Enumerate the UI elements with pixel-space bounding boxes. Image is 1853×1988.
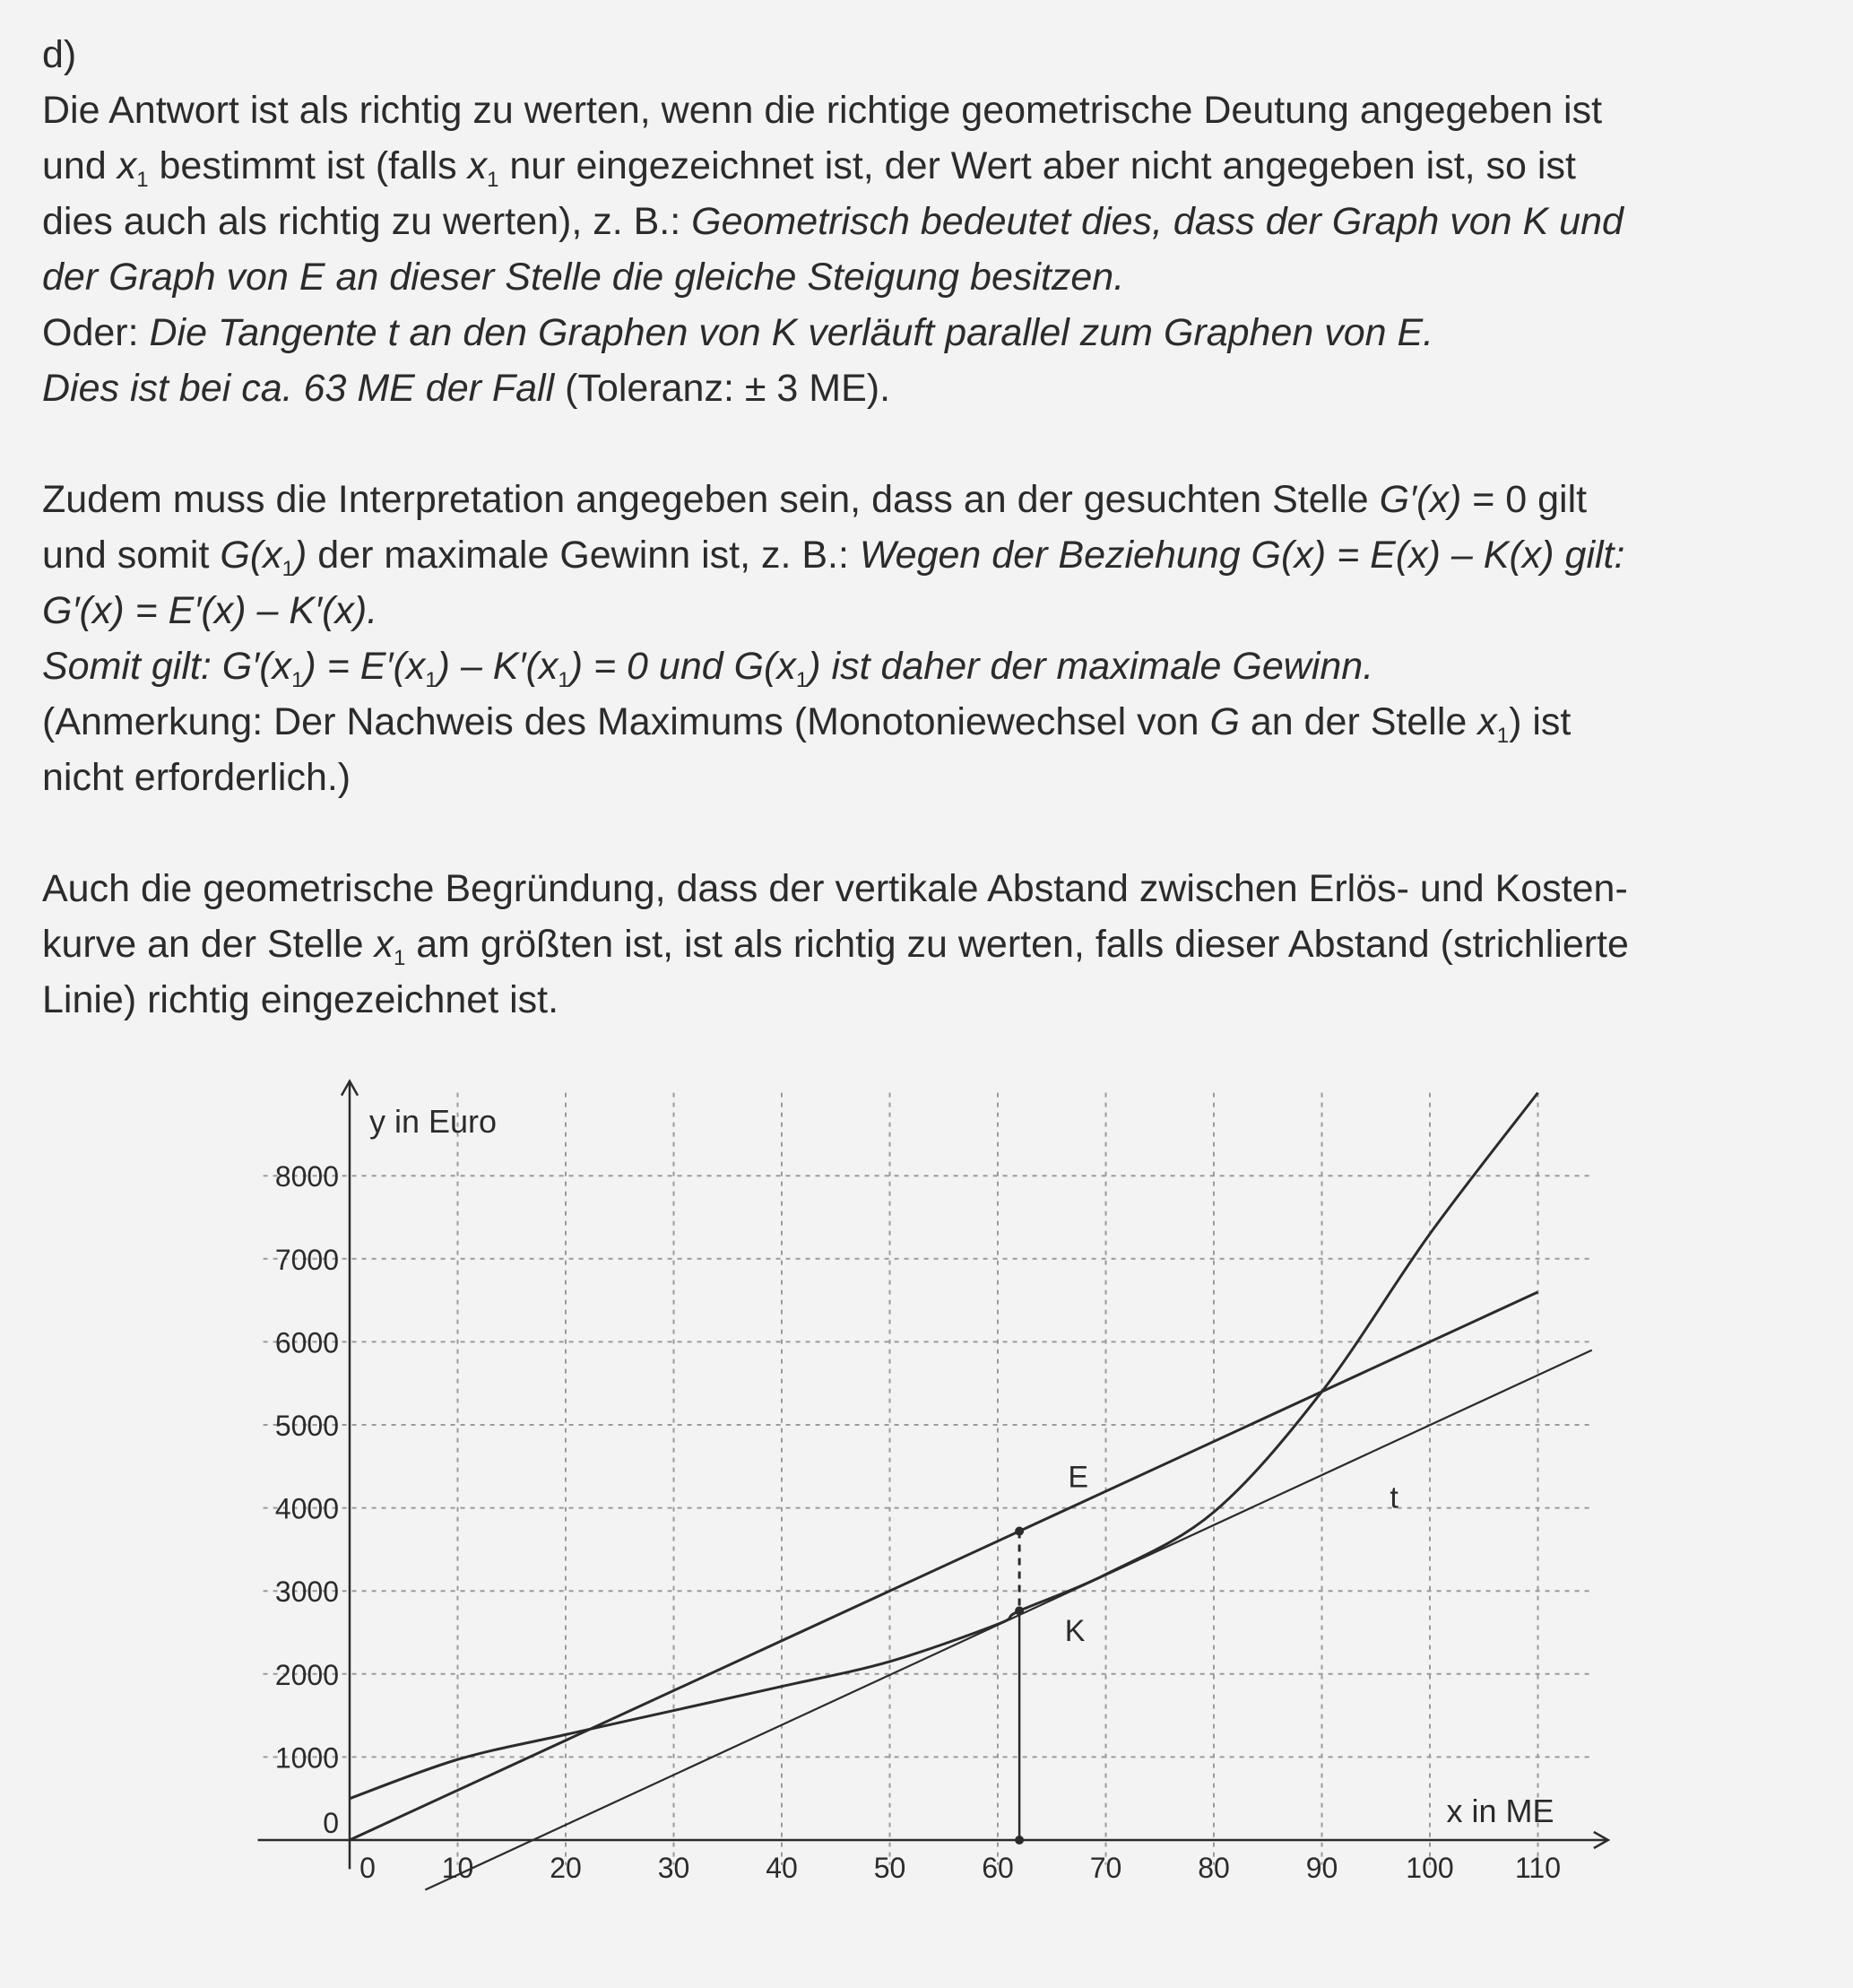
- y-tick-label-1000: 1000: [274, 1741, 339, 1775]
- paragraph-1-line-2: und $x_1$ bestimmt ist (falls $x_1$ nur eingezeichnet ist, der Wert aber nicht angegeben ist, so ist: [42, 144, 1576, 192]
- y-tick-label-8000: 8000: [274, 1160, 339, 1194]
- paragraph-2-line-2: und somit $G(x_1)$ der maximale Gewinn ist, z. B.: Wegen der Beziehung G(x) = E(x) – K(x) gilt:: [42, 534, 1625, 581]
- paragraph-3-line-2: kurve an der Stelle $x_1$ am größten ist, ist als richtig zu werten, falls dieser Abstand (strichlierte: [42, 923, 1629, 970]
- x-tick-label-100: 100: [1406, 1852, 1454, 1884]
- paragraph-2-line-5: (Anmerkung: Der Nachweis des Maximums (Monotoniewechsel von G an der Stelle $x_1$) ist: [42, 700, 1572, 748]
- paragraph-3-line-3: Linie) richtig eingezeichnet ist.: [42, 978, 559, 1021]
- point-x1-axis: [1015, 1836, 1024, 1845]
- paragraph-3-line-1: Auch die geometrische Begründung, dass der vertikale Abstand zwischen Erlös- und Kosten-: [42, 867, 1628, 910]
- paragraph-2-line-3: G′(x) = E′(x) – K′(x).: [42, 589, 378, 632]
- paragraph-1-line-5: Oder: Die Tangente t an den Graphen von K verläuft parallel zum Graphen von E.: [42, 311, 1434, 354]
- y-tick-label-4000: 4000: [274, 1492, 339, 1525]
- x-tick-label-30: 30: [657, 1852, 690, 1884]
- point-E-x1: [1015, 1527, 1024, 1536]
- x-tick-label-110: 110: [1514, 1852, 1562, 1884]
- y-tick-label-7000: 7000: [274, 1243, 339, 1276]
- x-tick-label-80: 80: [1198, 1852, 1230, 1884]
- x-tick-label-40: 40: [766, 1852, 798, 1884]
- paragraph-2-line-6: nicht erforderlich.): [42, 756, 351, 799]
- y-tick-label-5000: 5000: [274, 1410, 339, 1442]
- y-tick-label-6000: 6000: [274, 1326, 339, 1359]
- x-tick-label-20: 20: [550, 1852, 582, 1884]
- series-line-K: [350, 1093, 1538, 1799]
- y-tick-label-0: 0: [323, 1807, 339, 1839]
- label-E: E: [1068, 1460, 1089, 1495]
- paragraph-1-line-1: Die Antwort ist als richtig zu werten, wenn die richtige geometrische Deutung angegeben ist: [42, 89, 1603, 132]
- paragraph-1-line-4: der Graph von E an dieser Stelle die gleiche Steigung besitzen.: [42, 256, 1125, 299]
- x-tick-label-90: 90: [1305, 1852, 1338, 1884]
- label-t: t: [1390, 1480, 1398, 1515]
- y-tick-label-2000: 2000: [274, 1658, 339, 1691]
- section-label: d): [42, 33, 77, 76]
- point-K-x1: [1015, 1606, 1024, 1615]
- x-axis-label: x in ME: [1446, 1793, 1554, 1829]
- y-tick-label-3000: 3000: [274, 1576, 339, 1609]
- series-line-t: [425, 1350, 1591, 1890]
- x-tick-label-70: 70: [1089, 1852, 1122, 1884]
- paragraph-1-line-3: dies auch als richtig zu werten), z. B.: Geometrisch bedeutet dies, dass der Graph von K und: [42, 200, 1624, 243]
- label-K: K: [1064, 1613, 1086, 1648]
- x-tick-label-10: 10: [441, 1852, 474, 1884]
- paragraph-2-line-1: Zudem muss die Interpretation angegeben sein, dass an der gesuchten Stelle G′(x) = 0 gilt: [42, 478, 1588, 521]
- x-tick-label-0: 0: [359, 1852, 376, 1884]
- x-tick-label-60: 60: [982, 1852, 1014, 1884]
- x-tick-label-50: 50: [873, 1852, 906, 1884]
- paragraph-1-line-6: Dies ist bei ca. 63 ME der Fall (Toleranz: ± 3 ME).: [42, 367, 891, 410]
- y-axis-label: y in Euro: [369, 1103, 498, 1141]
- paragraph-2-line-4: Somit gilt: $G'(x_1) = E'(x_1) - K'(x_1) = 0$ und $G(x_1)$ ist daher der maximale Gewinn.: [42, 645, 1374, 692]
